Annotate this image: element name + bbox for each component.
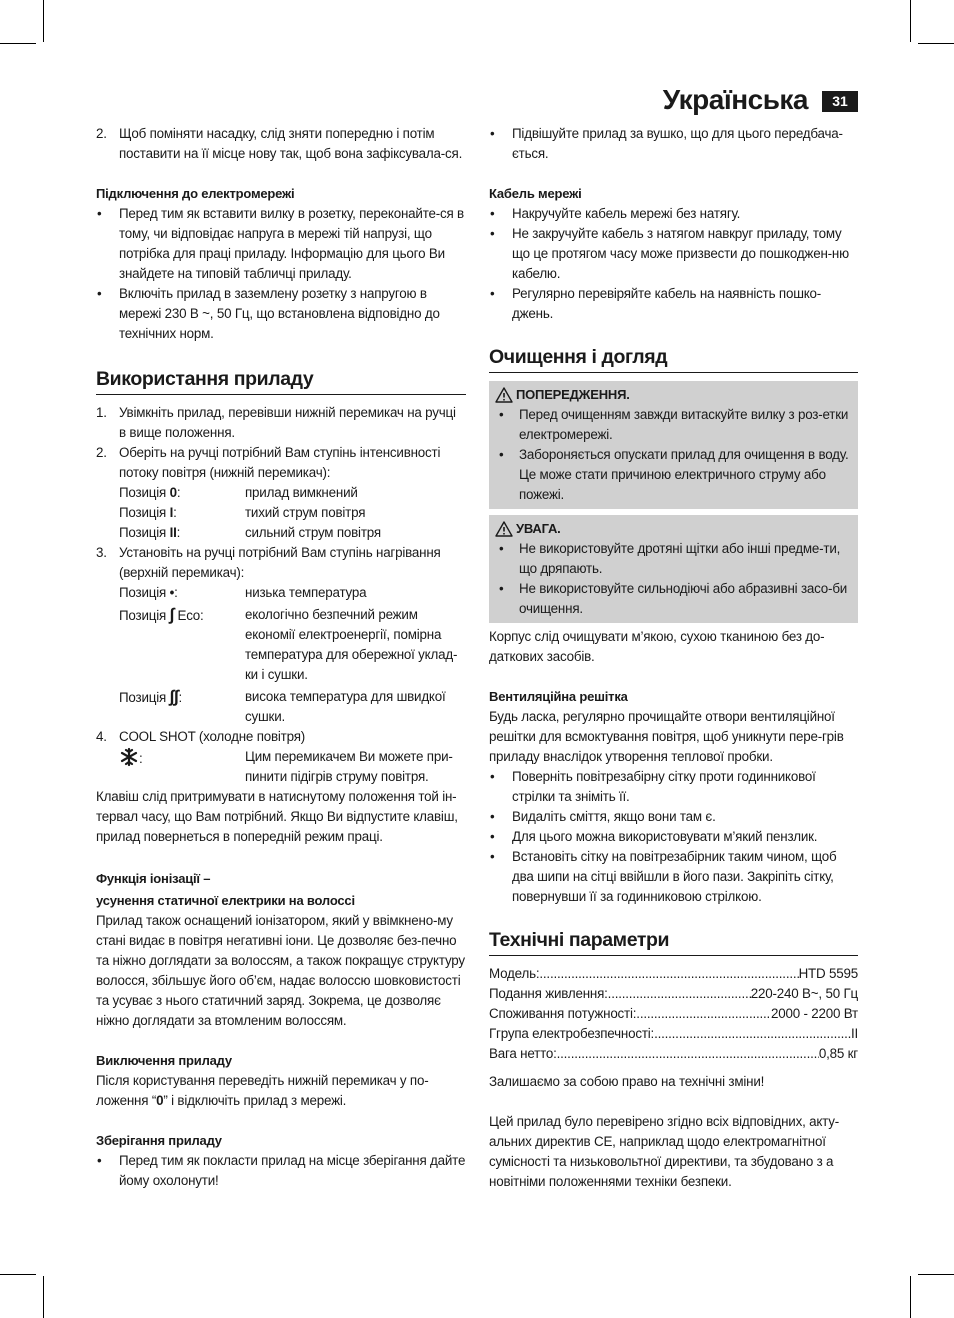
paragraph: Після користування переведіть нижній перемикач у по-ложення “0” і відключіть прилад з мережі.	[96, 1073, 429, 1108]
crop-mark	[918, 43, 954, 44]
list-item: 3. Установіть на ручці потрібний Вам ступінь нагрівання (верхній перемикач):	[96, 545, 441, 580]
left-column	[96, 124, 466, 1191]
page-language-title: Українська	[662, 84, 808, 115]
section-subheading: Вентиляційна решітка	[489, 689, 628, 704]
list-item: • Перед тим як вставити вилку в розетку, переконайте-ся в тому, чи відповідає напруга в мережі тій напрузі, що потрібка для праці приладу. Інформацію для цього Ви знайдете на типовій табличці приладу.	[96, 204, 466, 284]
paragraph: Прилад також оснащений іонізатором, який у ввімкнено-му стані видає в повітря негативні іони. Це дозволяє без-печно та ніжно доглядати за волоссям, а також покращує структуру волосся, збільшує його об’єм, надає волоссю шовковистості та усуває з нього статичний заряд. Зокрема, це дозволяє ніжно доглядати за втомленим волоссям.	[96, 913, 465, 1028]
list-item: • Забороняється опускати прилад для очищення в воду. Це може стати причиною електричного струму або пожежі.	[495, 445, 854, 505]
crop-mark	[918, 1274, 954, 1275]
list-item: 4. COOL SHOT (холодне повітря)	[96, 729, 306, 744]
section-heading: Очищення і догляд	[489, 344, 858, 373]
list-item: • Встановіть сітку на повітрезабірник таким чином, щоб два шипи на сітці ввійшли в його пази. Закріпіть сітку, повернувши її за годинниковою стрілкою.	[489, 847, 858, 907]
list-item: 1. Увімкніть прилад, перевівши нижній перемикач на ручці в вище положення.	[96, 405, 456, 440]
list-item: • Не використовуйте сильнодіючі або абразивні засо-би очищення.	[495, 579, 854, 619]
position-row: Позиція 0: прилад вимкнений	[119, 485, 358, 500]
warning-triangle-icon	[495, 387, 513, 403]
paragraph: Залишаємо за собою право на технічні зміни!	[489, 1074, 765, 1089]
section-subheading: Зберігання приладу	[96, 1133, 222, 1148]
list-item: 2. Оберіть на ручці потрібний Вам ступінь інтенсивності потоку повітря (нижній перемикач):	[96, 445, 441, 480]
page-number: 31	[822, 91, 858, 112]
spec-row: Подання живлення: ..... 220-240 В~, 50 Гц	[489, 984, 858, 1004]
spec-row: Ггрупа електробезпечності: ..... II	[489, 1024, 858, 1044]
crop-mark	[43, 1276, 44, 1318]
paragraph: Корпус слід очищувати м’якою, сухою тканиною без до-даткових засобів.	[489, 629, 825, 664]
position-row: Позиція ∫∫: висока температура для швидкої сушки.	[119, 687, 446, 724]
spec-row: Вага нетто: ..... 0,85 кг	[489, 1044, 858, 1064]
paragraph: Цей прилад було перевірено згідно всіх відповідних, акту-альних директив CE, наприклад щодо електромагнітної сумісності та низьковольтної директиви, та збудовано з а новітніми положеннями техніки безпеки.	[489, 1114, 840, 1189]
list-item: • Не закручуйте кабель з натягом навкруг приладу, тому що це протягом часу може призвести до пошкоджен-ню кабелю.	[489, 224, 858, 284]
crop-mark	[910, 0, 911, 42]
list-item: • Для цього можна використовувати м’який пензлик.	[489, 827, 858, 847]
list-item: • Перед очищенням завжди витаскуйте вилку з роз-етки електромережі.	[495, 405, 854, 445]
list-item: • Підвішуйте прилад за вушко, що для цього передбача-ється.	[489, 124, 858, 164]
section-heading: Використання приладу	[96, 366, 466, 395]
heat-symbol-icon: ∫	[169, 605, 175, 624]
spec-row: Модель: ..... HTD 5595	[489, 964, 858, 984]
right-column	[489, 124, 858, 1192]
paragraph: Клавіш слід притримувати в натиснутому положення той ін-тервал часу, що Вам потрібний. Якщо Ви відпустите клавіш, прилад повернеться в попередній режим праці.	[96, 789, 458, 844]
spec-row: Споживання потужності: ..... 2000 - 2200 Вт	[489, 1004, 858, 1024]
position-row: Позиція II: сильний струм повітря	[119, 525, 381, 540]
position-row: : Цим перемикачем Ви можете при-пинити підігрів струму повітря.	[96, 747, 466, 787]
caution-title: УВАГА.	[516, 521, 561, 536]
position-row: Позиція •: низька температура	[119, 585, 367, 600]
crop-mark	[910, 1276, 911, 1318]
crop-mark	[43, 0, 44, 42]
warning-triangle-icon	[495, 521, 513, 537]
list-item: • Видаліть сміття, якщо вони там є.	[489, 807, 858, 827]
list-item: • Включіть прилад в заземлену розетку з напругою в мережі 230 В ~, 50 Гц, що встановлена відповідно до технічних норм.	[96, 284, 466, 344]
warning-box	[489, 381, 858, 509]
warning-title: ПОПЕРЕДЖЕННЯ.	[516, 387, 630, 402]
list-item: • Не використовуйте дротяні щітки або інші предме-ти, що дряпають.	[495, 539, 854, 579]
list-item: • Накручуйте кабель мережі без натягу.	[489, 204, 858, 224]
heat-symbol-icon: ∫∫	[169, 687, 179, 706]
section-heading: Технічні параметри	[489, 927, 858, 956]
list-item: 2. Щоб поміняти насадку, слід зняти попередню і потім поставити на її місце нову так, щоб вона зафіксувала-ся.	[96, 126, 463, 161]
caution-box	[489, 515, 858, 623]
position-row: Позиція I: тихий струм повітря	[119, 505, 366, 520]
snowflake-icon	[119, 747, 139, 767]
section-subheading: усунення статичної електрики на волоссі	[96, 893, 355, 908]
list-item: • Поверніть повітрезабірну сітку проти годинникової стрілки та зніміть її.	[489, 767, 858, 807]
section-subheading: Виключення приладу	[96, 1053, 232, 1068]
position-row: Позиція ∫ Eco: екологічно безпечний режим економії електроенергії, помірна температура для обережної уклад-ки і сушки.	[119, 605, 458, 682]
section-subheading: Підключення до електромережі	[96, 186, 295, 201]
paragraph: Будь ласка, регулярно прочищайте отвори вентиляційної решітки для всмоктування повітря, щоб уникнути пере-грів приладу внаслідок утворення теплової пробки.	[489, 709, 844, 764]
crop-mark	[0, 43, 36, 44]
section-subheading: Функція іонізації –	[96, 871, 211, 886]
crop-mark	[0, 1274, 36, 1275]
section-subheading: Кабель мережі	[489, 186, 582, 201]
list-item: • Регулярно перевіряйте кабель на наявність пошко-джень.	[489, 284, 858, 324]
list-item: • Перед тим як покласти прилад на місце зберігання дайте йому охолонути!	[96, 1151, 466, 1191]
